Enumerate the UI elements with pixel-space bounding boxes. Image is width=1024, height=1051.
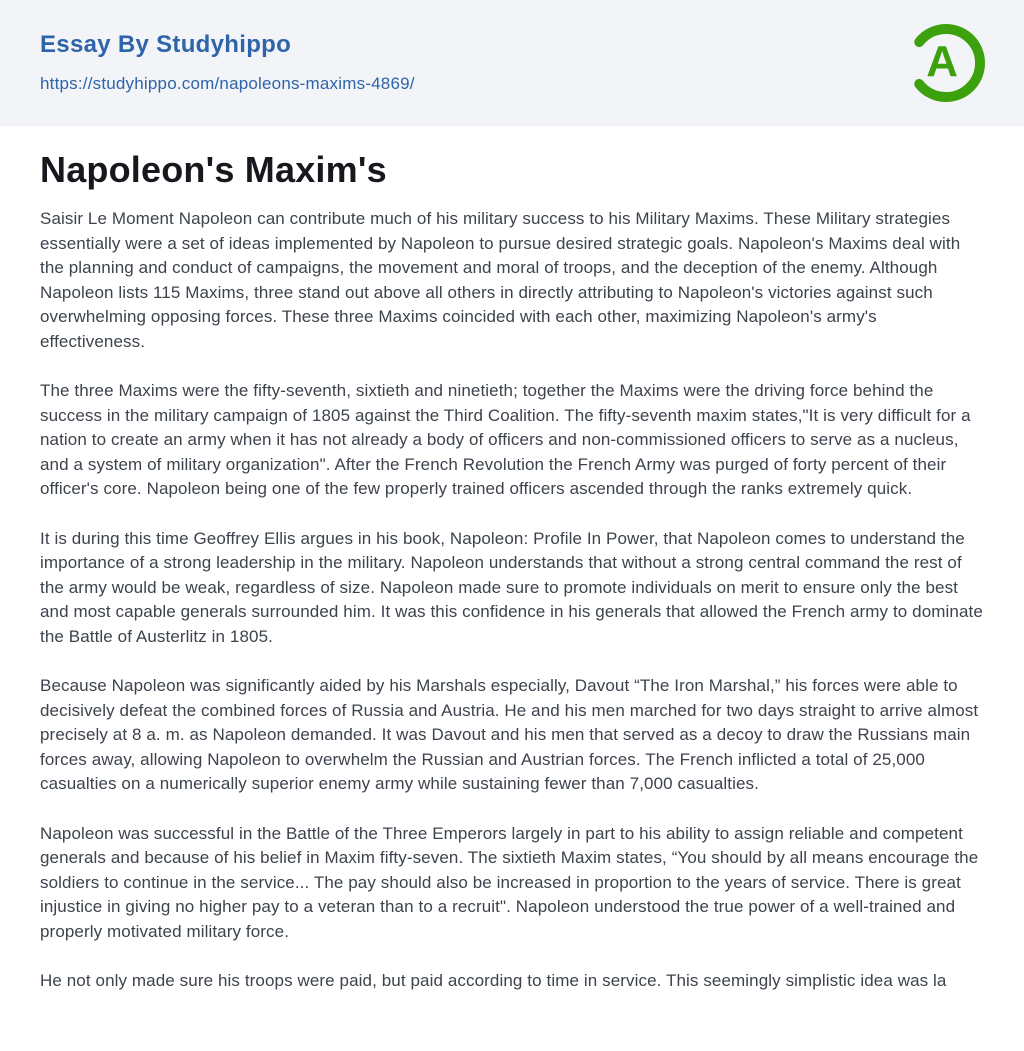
essay-content [0,126,1024,994]
essay-paragraph-6: He not only made sure his troops were paid, but paid according to time in service. This seemingly simplistic idea was la [40,971,947,991]
page-title: Napoleon's Maxim's [40,149,387,190]
header-text-block [40,32,415,93]
header [0,0,1024,126]
essay-paragraph-4: Because Napoleon was significantly aided by his Marshals especially, Davout “The Iron Marshal,” his forces were able to decisively defeat the combined forces of Russia and Austria. He and his men marched for two days straight to arrive almost precisely at 8 a. m. as Napoleon demanded. It was Davout and his men that served as a decoy to draw the Russians main forces away, allowing Napoleon to overwhelm the Russian and Austrian forces. The French inflicted a total of 25,000 casualties on a numerically superior enemy army while sustaining fewer than 7,000 casualties. [40,676,979,794]
studyhippo-logo [904,21,988,105]
essay-paragraph-5: Napoleon was successful in the Battle of the Three Emperors largely in part to his ability to assign reliable and competent generals and because of his belief in Maxim fifty-seven. The sixtieth Maxim states, “You should by all means encourage the soldiers to continue in the service... The pay should also be increased in proportion to the years of service. There is great injustice in giving no higher pay to a veteran than to a recruit". Napoleon understood the true power of a well-trained and properly motivated military force. [40,823,979,941]
site-title: Essay By Studyhippo [40,31,292,59]
essay-paragraph-2: The three Maxims were the fifty-seventh, sixtieth and ninetieth; together the Maxims were the driving force behind the success in the military campaign of 1805 against the Third Coalition. The fifty-seventh maxim states,"It is very difficult for a nation to create an army when it has not already a body of officers and non-commissioned officers to serve as a nucleus, and a system of military organization". After the French Revolution the French Army was purged of forty percent of their officer's core. Napoleon being one of the few properly trained officers ascended through the ranks extremely quick. [40,381,971,499]
essay-paragraph-3: It is during this time Geoffrey Ellis argues in his book, Napoleon: Profile In Power, that Napoleon comes to understand the importance of a strong leadership in the military. Napoleon understands that without a strong central command the rest of the army would be weak, regardless of size. Napoleon made sure to promote individuals on merit to ensure only the best and most capable generals surrounded him. It was this confidence in his generals that allowed the French army to dominate the Battle of Austerlitz in 1805. [40,528,983,646]
essay-paragraph-1: Saisir Le Moment Napoleon can contribute much of his military success to his Military Maxims. These Military strategies essentially were a set of ideas implemented by Napoleon to pursue desired strategic goals. Napoleon's Maxims deal with the planning and conduct of campaigns, the movement and moral of troops, and the deception of the enemy. Although Napoleon lists 115 Maxims, three stand out above all others in directly attributing to Napoleon's victories against such overwhelming opposing forces. These three Maxims coincided with each other, maximizing Napoleon's army's effectiveness. [40,209,961,351]
logo-letter: A [926,37,959,87]
essay-url-link[interactable]: https://studyhippo.com/napoleons-maxims-4869/ [40,73,415,93]
